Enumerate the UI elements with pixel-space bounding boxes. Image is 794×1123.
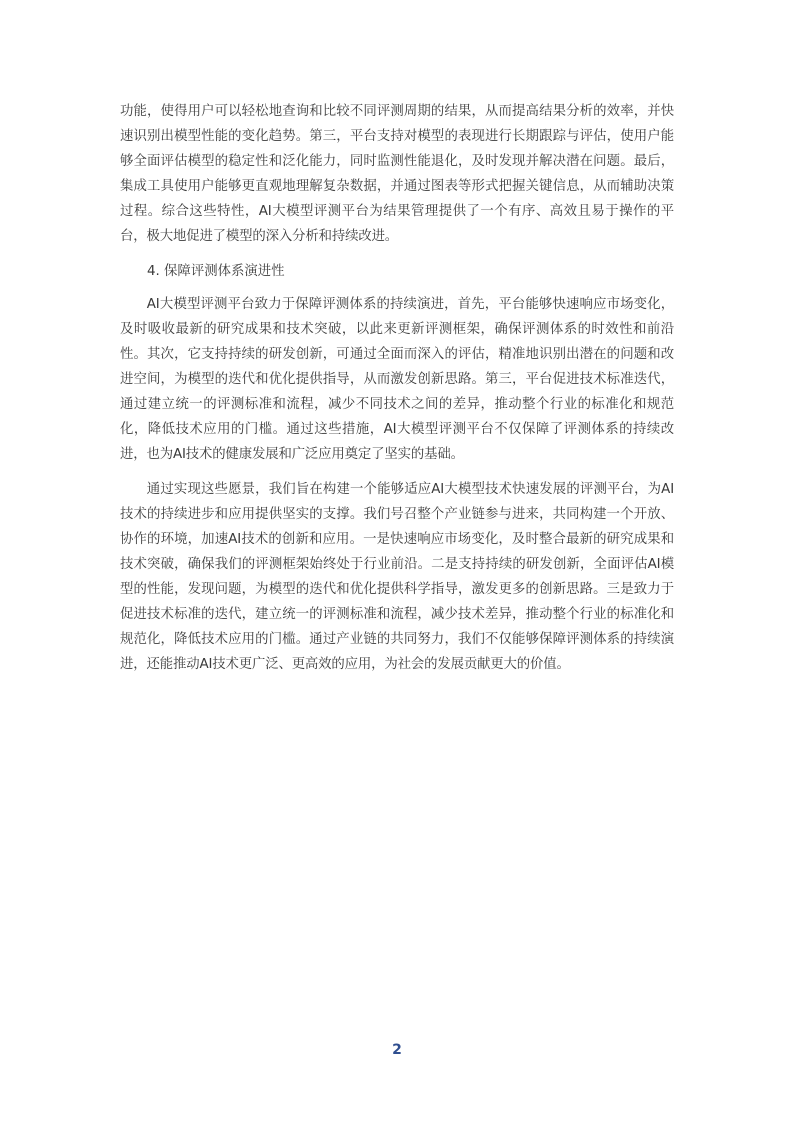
section-heading: 4. 保障评测体系演进性 — [147, 264, 285, 279]
page-number: 2 — [392, 1042, 402, 1058]
paragraph-vision-summary: 通过实现这些愿景，我们旨在构建一个能够适应AI大模型技术快速发展的评测平台，为AI技术的持续进步和应用提供坚实的支撑。我们号召整个产业链参与进来，共同构建一个开放、协作的环境，加速AI技术的创新和应用。一是快速响应市场变化，及时整合最新的研究成果和技术突破，确保我们的评测框架始终处于行业前沿。二是支持持续的研发创新，全面评估AI模型的性能，发现问题，为模型的迭代和优化提供科学指导，激发更多的创新思路。三是致力于促进技术标准的迭代，建立统一的评测标准和流程，减少技术差异，推动整个行业的标准化和规范化，降低技术应用的门槛。通过产业链的共同努力，我们不仅能够保障评测体系的持续演进，还能推动AI技术更广泛、更高效的应用，为社会的发展贡献更大的价值。 — [120, 482, 674, 672]
paragraph-evaluation-evolution: AI大模型评测平台致力于保障评测体系的持续演进，首先，平台能够快速响应市场变化，及时吸收最新的研究成果和技术突破，以此来更新评测框架，确保评测体系的时效性和前沿性。其次，它支持持续的研发创新，可通过全面而深入的评估，精准地识别出潜在的问题和改进空间，为模型的迭代和优化提供指导，从而激发创新思路。第三，平台促进技术标准迭代，通过建立统一的评测标准和流程，减少不同技术之间的差异，推动整个行业的标准化和规范化，降低技术应用的门槛。通过这些措施，AI大模型评测平台不仅保障了评测体系的持续改进，也为AI技术的健康发展和广泛应用奠定了坚实的基础。 — [120, 297, 674, 462]
paragraph-spacer — [120, 467, 674, 477]
paragraph-results-management: 功能，使得用户可以轻松地查询和比较不同评测周期的结果，从而提高结果分析的效率，并快速识别出模型性能的变化趋势。第三，平台支持对模型的表现进行长期跟踪与评估，使用户能够全面评估模型的稳定性和泛化能力，同时监测性能退化，及时发现并解决潜在问题。最后，集成工具使用户能够更直观地理解复杂数据，并通过图表等形式把握关键信息，从而辅助决策过程。综合这些特性，AI大模型评测平台为结果管理提供了一个有序、高效且易于操作的平台，极大地促进了模型的深入分析和持续改进。 — [120, 104, 674, 244]
document-body — [120, 99, 674, 677]
